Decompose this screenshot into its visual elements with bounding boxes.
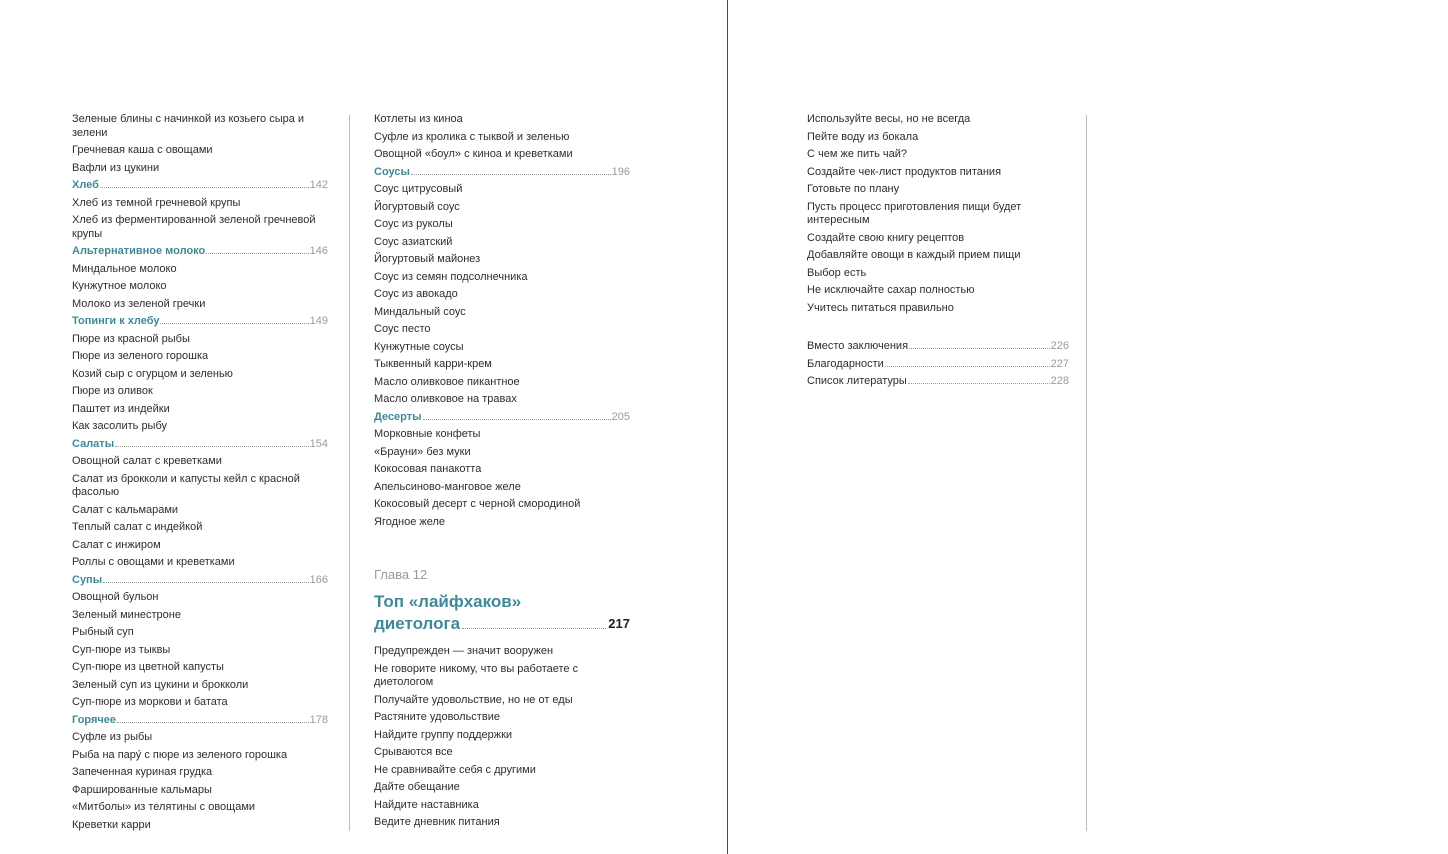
- toc-entry[interactable]: Соус из авокадо: [374, 288, 458, 300]
- toc-entry[interactable]: Масло оливковое пикантное: [374, 375, 520, 388]
- toc-entry[interactable]: Салат из брокколи и капусты кейл с красной фасолью: [72, 472, 300, 498]
- section-title: Десерты: [374, 410, 422, 423]
- toc-section-heading[interactable]: [72, 179, 328, 193]
- page-number: 149: [309, 315, 328, 327]
- section-title: Альтернативное молоко: [72, 245, 206, 257]
- toc-entry[interactable]: Дайте обещание: [374, 781, 460, 793]
- toc-entry[interactable]: Кунжутное молоко: [72, 280, 167, 292]
- toc-entry[interactable]: Найдите наставника: [374, 798, 479, 811]
- toc-entry[interactable]: Как засолить рыбу: [72, 420, 168, 432]
- dot-leader: [909, 348, 1050, 349]
- toc-entry[interactable]: Йогуртовый майонез: [374, 253, 481, 265]
- toc-entry[interactable]: Получайте удовольствие, но не от еды: [374, 693, 573, 706]
- toc-entry[interactable]: Овощной бульон: [72, 591, 159, 603]
- toc-entry[interactable]: Хлеб из темной гречневой крупы: [72, 196, 241, 209]
- toc-entry[interactable]: Зеленые блины с начинкой из козьего сыра и зелени: [72, 113, 305, 139]
- toc-entry[interactable]: Запеченная куриная грудка: [72, 766, 213, 778]
- toc-section-heading[interactable]: [72, 245, 328, 259]
- toc-section-heading[interactable]: [374, 166, 630, 180]
- entry-title: Список литературы: [807, 375, 907, 387]
- dot-leader: [423, 419, 611, 420]
- dot-leader: [206, 253, 308, 254]
- toc-entry[interactable]: Учитесь питаться правильно: [807, 301, 954, 314]
- toc-entry[interactable]: Пюре из зеленого горошка: [72, 350, 209, 362]
- toc-entry[interactable]: Вафли из цукини: [72, 161, 160, 174]
- toc-entry[interactable]: Выбор есть: [807, 266, 867, 279]
- toc-entry[interactable]: [807, 340, 1069, 354]
- page-number: 196: [611, 165, 630, 178]
- toc-column-2: [374, 113, 630, 834]
- page-number: 154: [309, 437, 328, 450]
- section-title: Салаты: [72, 437, 115, 450]
- chapter-title-line1: Топ «лайфхаков»: [374, 592, 522, 611]
- chapter-heading[interactable]: [374, 591, 630, 635]
- dot-leader: [115, 446, 309, 447]
- toc-section-heading[interactable]: [374, 411, 630, 425]
- dot-leader: [117, 722, 309, 723]
- toc-entry[interactable]: Соус азиатский: [374, 235, 453, 248]
- page-number: 146: [309, 245, 328, 257]
- toc-entry[interactable]: Не сравнивайте себя с другими: [374, 763, 536, 776]
- toc-entry[interactable]: Теплый салат с индейкой: [72, 521, 203, 533]
- toc-entry[interactable]: Суп-пюре из моркови и батата: [72, 696, 228, 708]
- toc-entry[interactable]: «Брауни» без муки: [374, 445, 471, 458]
- toc-entry[interactable]: Салат с инжиром: [72, 538, 161, 551]
- toc-entry[interactable]: Овощной салат с креветками: [72, 455, 222, 467]
- column-rule: [349, 115, 350, 831]
- toc-entry[interactable]: Суп-пюре из цветной капусты: [72, 661, 224, 673]
- toc-entry[interactable]: Козий сыр с огурцом и зеленью: [72, 367, 233, 380]
- toc-entry[interactable]: Растяните удовольствие: [374, 711, 500, 723]
- toc-entry[interactable]: С чем же пить чай?: [807, 148, 908, 160]
- toc-entry[interactable]: Рыба на пару́ с пюре из зеленого горошка: [72, 748, 288, 761]
- toc-entry[interactable]: Апельсиново-манговое желе: [374, 480, 521, 493]
- dot-leader: [103, 582, 309, 583]
- toc-entry[interactable]: Ведите дневник питания: [374, 816, 500, 828]
- toc-section-heading[interactable]: [72, 574, 328, 588]
- page-number: 227: [1050, 357, 1069, 370]
- toc-entry[interactable]: Зеленый суп из цукини и брокколи: [72, 678, 249, 691]
- dot-leader: [462, 628, 606, 629]
- toc-entry[interactable]: Рыбный суп: [72, 626, 134, 638]
- toc-entry[interactable]: Суфле из рыбы: [72, 731, 153, 743]
- toc-section-heading[interactable]: [72, 315, 328, 329]
- section-title: Хлеб: [72, 179, 99, 191]
- toc-list: [374, 645, 630, 830]
- toc-section-heading[interactable]: [72, 714, 328, 728]
- toc-section-heading[interactable]: [72, 438, 328, 452]
- section-title: Топинги к хлебу: [72, 315, 160, 327]
- page-number: 205: [611, 410, 630, 423]
- dot-leader: [908, 383, 1050, 384]
- toc-entry[interactable]: Создайте свою книгу рецептов: [807, 231, 965, 244]
- toc-entry[interactable]: Соус из руколы: [374, 218, 453, 230]
- toc-entry[interactable]: Предупрежден — значит вооружен: [374, 645, 554, 657]
- toc-entry[interactable]: Овощной «боул» с киноа и креветками: [374, 148, 573, 160]
- entry-title: Благодарности: [807, 357, 884, 370]
- toc-entry[interactable]: Котлеты из киноа: [374, 113, 463, 125]
- toc-entry[interactable]: Миндальный соус: [374, 305, 466, 318]
- toc-entry[interactable]: Пусть процесс приготовления пищи будет интересным: [807, 200, 1022, 226]
- dot-leader: [160, 323, 308, 324]
- toc-entry[interactable]: Найдите группу поддержки: [374, 728, 513, 741]
- chapter-title-line2: диетолога: [374, 614, 461, 633]
- toc-entry[interactable]: Морковные конфеты: [374, 428, 481, 440]
- toc-entry[interactable]: Пейте воду из бокала: [807, 130, 919, 143]
- toc-entry[interactable]: Пюре из красной рыбы: [72, 332, 190, 345]
- toc-entry[interactable]: Срываются все: [374, 746, 453, 758]
- toc-entry[interactable]: Добавляйте овощи в каждый прием пищи: [807, 249, 1021, 261]
- toc-list: [807, 340, 1069, 389]
- toc-entry[interactable]: «Митболы» из телятины с овощами: [72, 801, 256, 813]
- entry-title: Вместо заключения: [807, 340, 909, 352]
- toc-entry[interactable]: Йогуртовый соус: [374, 200, 460, 213]
- toc-entry[interactable]: Не исключайте сахар полностью: [807, 284, 975, 296]
- toc-entry[interactable]: Кокосовая панакотта: [374, 463, 482, 475]
- toc-entry[interactable]: Гречневая каша с овощами: [72, 144, 213, 156]
- toc-entry[interactable]: Роллы с овощами и креветками: [72, 556, 235, 568]
- dot-leader: [100, 187, 309, 188]
- toc-entry[interactable]: Кунжутные соусы: [374, 340, 464, 353]
- toc-entry[interactable]: Соус песто: [374, 323, 431, 335]
- toc-entry[interactable]: Тыквенный карри-крем: [374, 358, 492, 370]
- toc-entry[interactable]: Масло оливковое на травах: [374, 393, 517, 405]
- page-number: 178: [309, 713, 328, 726]
- section-title: Соусы: [374, 165, 410, 178]
- toc-entry[interactable]: Зеленый минестроне: [72, 608, 181, 621]
- page-number: 228: [1050, 375, 1069, 387]
- section-title: Горячее: [72, 713, 117, 726]
- toc-column-1: [72, 113, 328, 836]
- toc-entry[interactable]: Соус из семян подсолнечника: [374, 270, 528, 283]
- toc-entry[interactable]: Паштет из индейки: [72, 402, 170, 415]
- dot-leader: [885, 366, 1050, 367]
- dot-leader: [411, 174, 611, 175]
- chapter-label: Глава 12: [374, 567, 428, 582]
- spread-gutter: [727, 0, 728, 854]
- toc-entry[interactable]: Пюре из оливок: [72, 385, 153, 397]
- toc-entry[interactable]: Не говорите никому, что вы работаете с диетологом: [374, 662, 579, 688]
- page-number: 166: [309, 573, 328, 586]
- toc-entry[interactable]: Креветки карри: [72, 818, 151, 831]
- toc-list: [72, 113, 328, 832]
- toc-entry[interactable]: Хлеб из ферментированной зеленой гречневой крупы: [72, 214, 316, 240]
- toc-entry[interactable]: Кокосовый десерт с черной смородиной: [374, 498, 581, 510]
- toc-list: [807, 113, 1069, 315]
- toc-entry[interactable]: Салат с кальмарами: [72, 503, 179, 516]
- chapter-page-number: 217: [608, 616, 630, 631]
- toc-entry[interactable]: Используйте весы, но не всегда: [807, 113, 971, 125]
- toc-entry[interactable]: Миндальное молоко: [72, 262, 177, 275]
- toc-entry[interactable]: Создайте чек-лист продуктов питания: [807, 165, 1002, 178]
- toc-entry[interactable]: [807, 375, 1069, 389]
- toc-entry[interactable]: Ягодное желе: [374, 515, 446, 528]
- toc-entry[interactable]: Соус цитрусовый: [374, 183, 463, 195]
- toc-entry[interactable]: [807, 358, 1069, 372]
- column-rule: [1086, 115, 1087, 831]
- toc-entry[interactable]: Суп-пюре из тыквы: [72, 643, 171, 656]
- section-title: Супы: [72, 573, 103, 586]
- page-number: 226: [1050, 340, 1069, 352]
- page-number: 142: [309, 179, 328, 191]
- toc-entry[interactable]: Суфле из кролика с тыквой и зеленью: [374, 130, 570, 143]
- toc-list: [374, 113, 630, 529]
- toc-column-3: [807, 113, 1069, 393]
- toc-entry[interactable]: Фаршированные кальмары: [72, 783, 212, 796]
- toc-entry[interactable]: Готовьте по плану: [807, 183, 900, 195]
- toc-entry[interactable]: Молоко из зеленой гречки: [72, 297, 206, 310]
